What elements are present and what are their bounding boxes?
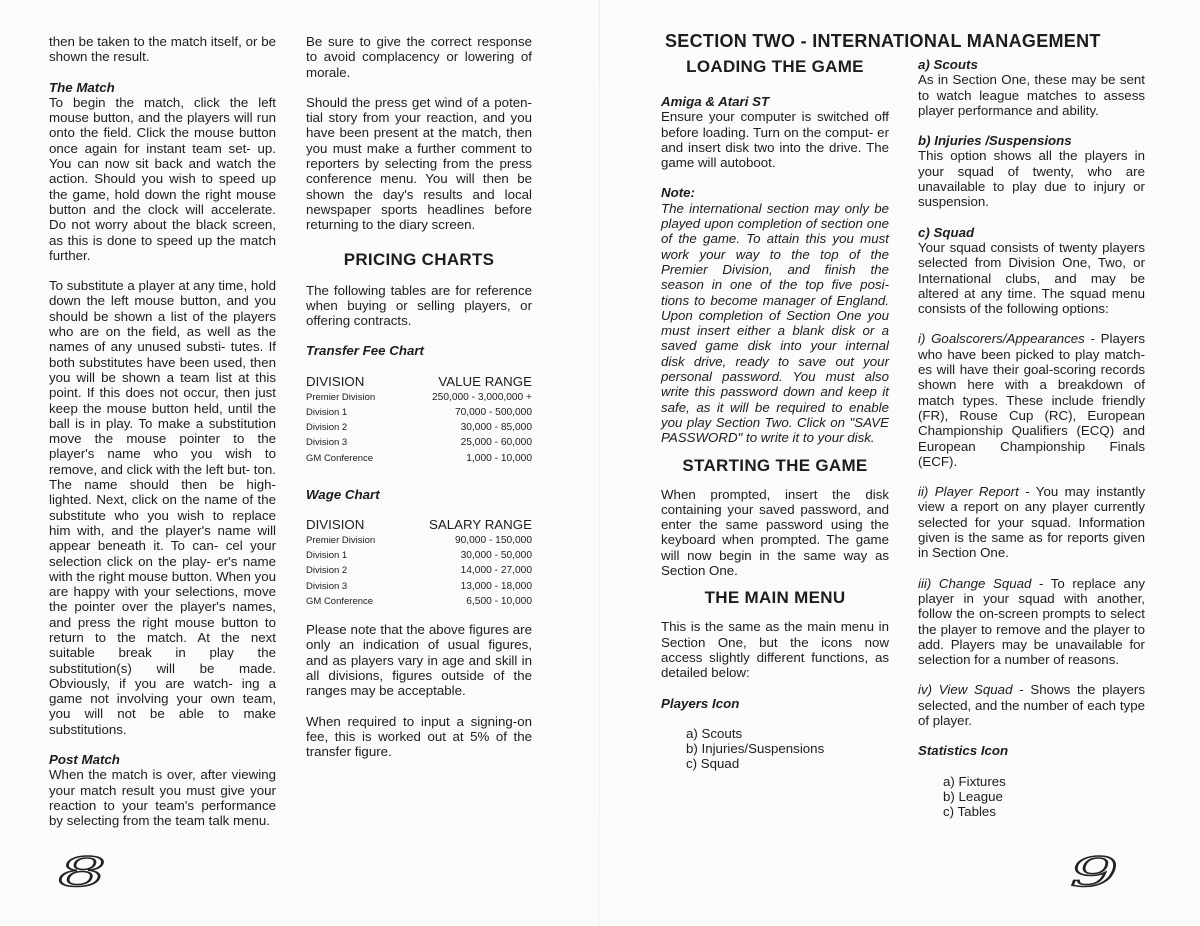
list-item: a) Fixtures — [943, 773, 1006, 789]
division-cell: Division 2 — [306, 565, 348, 577]
main-menu-heading: THE MAIN MENU — [704, 588, 846, 608]
range-cell: 250,000 - 3,000,000 + — [432, 391, 532, 403]
post-match-paragraph: When the match is over, after viewing your match result you must give your reaction to your team's performance by selecting from the team talk menu. — [49, 767, 276, 829]
table-row — [306, 435, 532, 450]
goalscorers-text: - Players who have been picked to play match- es will have their goal-scoring records shown here with a breakdown of match types. These include friendly (FR), Rouse Cup (RC), European Championship Qualifiers (ECQ) and European Championship Finals (ECF). — [918, 331, 1146, 469]
the-match-paragraph-1: To begin the match, click the left mouse button, and the players will run onto the field. Click the mouse button once again for instant team set- up. You can now sit back and watch the action. Should you wish to speed up the game, hold down the right mouse button and the clock will accelerate. Do not worry about the black screen, as this is done to speed up the match further. — [49, 94, 276, 263]
transfer-fee-chart-heading: Transfer Fee Chart — [306, 343, 424, 359]
change-squad-label: iii) Change Squad — [918, 575, 1032, 591]
page-9-column-1 — [661, 57, 889, 772]
range-cell: 30,000 - 50,000 — [460, 550, 532, 562]
list-item: b) League — [943, 788, 1003, 804]
division-cell: GM Conference — [306, 452, 374, 464]
transfer-value-range-header: VALUE RANGE — [438, 373, 532, 389]
page-8-column-2 — [306, 34, 532, 759]
note-heading: Note: — [661, 185, 695, 201]
the-match-paragraph-2: To substitute a player at any time, hold down the left mouse button, and you should be shown a list of the players who are on the field, as well as the names of any unused substi- tutes. If both substitutes have been used, then you will be shown a team list at this point. If this does not occur, then just keep the mouse button held, until the ball is in play. To make a substitution move the mouse pointer to the player's name who you wish to remove, and click with the left but- ton. The name should then be high- lighted. Next, click on the name of the substitute who you wish to replace him with, and the player's name will appear beneath it. To can- cel your selection click on the play- er's name with the right mouse button. When you are happy with your selections, move the pointer over the player's names, and press the right mouse button to return to the match. At the next suitable break in play the substitution(s) will be made. Obviously, if you are watch- ing a game not involving your own team, you will not be able to make substitutions. — [49, 278, 276, 737]
page-9-column-2 — [918, 57, 1145, 819]
table-row — [306, 533, 532, 548]
pricing-charts-heading: PRICING CHARTS — [343, 249, 495, 269]
list-item: b) Injuries/Suspensions — [686, 741, 825, 757]
post-match-heading: Post Match — [49, 752, 120, 768]
view-squad-option — [918, 682, 1145, 728]
squad-heading: c) Squad — [918, 224, 975, 240]
amiga-atari-paragraph: Ensure your computer is switched off before loading. Turn on the comput- er and insert disk two into the drive. The game will autoboot. — [661, 109, 889, 171]
table-row — [306, 451, 532, 466]
table-row — [306, 390, 532, 405]
response-paragraph: Be sure to give the correct response to avoid complacency or lowering of morale. — [306, 34, 532, 80]
division-cell: Division 1 — [306, 550, 348, 562]
page-number-9: 9 — [1070, 850, 1115, 896]
transfer-fee-table — [306, 374, 532, 466]
starting-the-game-heading: STARTING THE GAME — [682, 455, 868, 475]
wage-chart-heading: Wage Chart — [306, 486, 380, 502]
player-report-option — [918, 484, 1145, 560]
table-row — [306, 548, 532, 563]
range-cell: 90,000 - 150,000 — [454, 535, 532, 547]
main-menu-paragraph: This is the same as the main menu in Section One, but the icons now access slightly different functions, as detailed below: — [661, 619, 889, 681]
division-cell: Premier Division — [306, 391, 376, 403]
note-paragraph: The international section may only be played upon completion of section one of the game. To attain this you must work your way to the top of the Premier Division, and finish the season in one of the top five posi- tions to become manager of England. Upon completion of Section One you must insert either a blank disk or a saved game disk into your internal disk drive, ready to save out your personal password. You must also write this password down and keep it safe, as it will be required to enable you play Section Two. Click on "SAVE PASSWORD" to write it to your disk. — [661, 200, 889, 446]
list-item: c) Squad — [686, 756, 740, 772]
players-icon-list — [661, 726, 889, 772]
page-fold-divider — [599, 0, 600, 926]
pricing-intro-paragraph: The following tables are for reference when buying or selling players, or offering contracts. — [306, 282, 532, 329]
injuries-heading: b) Injuries /Suspensions — [918, 133, 1072, 149]
signing-fee-paragraph: When required to input a signing-on fee, this is worked out at 5% of the transfer figure. — [306, 713, 532, 760]
range-cell: 6,500 - 10,000 — [466, 595, 532, 607]
table-row — [306, 594, 532, 609]
table-row — [306, 579, 532, 594]
page-8-column-1 — [49, 34, 276, 829]
division-cell: Division 3 — [306, 580, 348, 592]
section-two-title: SECTION TWO - INTERNATIONAL MANAGEMENT — [665, 31, 1101, 51]
range-cell: 14,000 - 27,000 — [460, 565, 532, 577]
injuries-paragraph: This option shows all the players in your squad of twenty, who are unavailable to play due to injury or suspension. — [918, 148, 1145, 210]
range-cell: 30,000 - 85,000 — [460, 422, 532, 434]
division-cell: Division 2 — [306, 422, 348, 434]
press-paragraph: Should the press get wind of a poten- tial story from your reaction, and you have been present at the match, then you must make a further comment to reporters by selecting from the press conference menu. You will then be shown the day's results and local newspaper sports headlines before returning to the diary screen. — [306, 94, 532, 233]
view-squad-text: - Shows the players selected, and the number of each type of player. — [918, 682, 1146, 728]
goalscorers-label: i) Goalscorers/Appearances — [918, 331, 1085, 347]
wage-salary-range-header: SALARY RANGE — [429, 517, 532, 533]
range-cell: 25,000 - 60,000 — [460, 437, 532, 449]
statistics-icon-heading: Statistics Icon — [918, 743, 1009, 759]
starting-the-game-paragraph: When prompted, insert the disk containing your saved password, and enter the same password using the keyboard when prompted. The game will now begin in the same way as Section One. — [661, 486, 889, 579]
division-cell: Division 1 — [306, 406, 348, 418]
view-squad-label: iv) View Squad — [918, 682, 1013, 698]
table-row — [306, 420, 532, 435]
list-item: c) Tables — [943, 804, 996, 820]
division-cell: GM Conference — [306, 595, 374, 607]
division-cell: Division 3 — [306, 437, 348, 449]
change-squad-option — [918, 576, 1145, 668]
page-number-8: 8 — [58, 850, 103, 896]
scouts-heading: a) Scouts — [918, 57, 978, 72]
player-report-label: ii) Player Report — [918, 484, 1019, 500]
scouts-paragraph: As in Section One, these may be sent to watch league matches to assess player performance and ability. — [918, 72, 1145, 118]
transfer-division-header: DIVISION — [306, 373, 365, 389]
intro-paragraph: then be taken to the match itself, or be shown the result. — [49, 34, 276, 65]
table-row — [306, 563, 532, 578]
goalscorers-option — [918, 331, 1145, 469]
list-item: a) Scouts — [686, 725, 743, 741]
loading-the-game-heading: LOADING THE GAME — [686, 57, 864, 76]
amiga-atari-heading: Amiga & Atari ST — [661, 94, 770, 109]
change-squad-text: - To replace any player in your squad with another, follow the on-screen prompts to select the player to remove and the player to add. Players may be unavailable for selection for a number of reasons. — [918, 575, 1145, 668]
players-icon-heading: Players Icon — [661, 695, 740, 711]
range-cell: 70,000 - 500,000 — [454, 406, 532, 418]
player-report-text: - You may instantly view a report on any player currently selected for your squad. Information given is the same as for reports given in Section One. — [918, 484, 1145, 561]
wage-division-header: DIVISION — [306, 517, 365, 533]
squad-paragraph: Your squad consists of twenty players selected from Division One, Two, or International clubs, and may be altered at any time. The squad menu consists of the following options: — [918, 239, 1145, 317]
range-cell: 1,000 - 10,000 — [466, 452, 532, 464]
the-match-heading: The Match — [49, 79, 115, 95]
range-cell: 13,000 - 18,000 — [460, 580, 532, 592]
statistics-icon-list — [918, 774, 1145, 820]
figures-note-paragraph: Please note that the above figures are only an indication of usual figures, and as players vary in age and skill in all divisions, figures outside of the ranges may be acceptable. — [306, 622, 532, 699]
table-row — [306, 405, 532, 420]
division-cell: Premier Division — [306, 535, 376, 547]
wage-table — [306, 517, 532, 609]
